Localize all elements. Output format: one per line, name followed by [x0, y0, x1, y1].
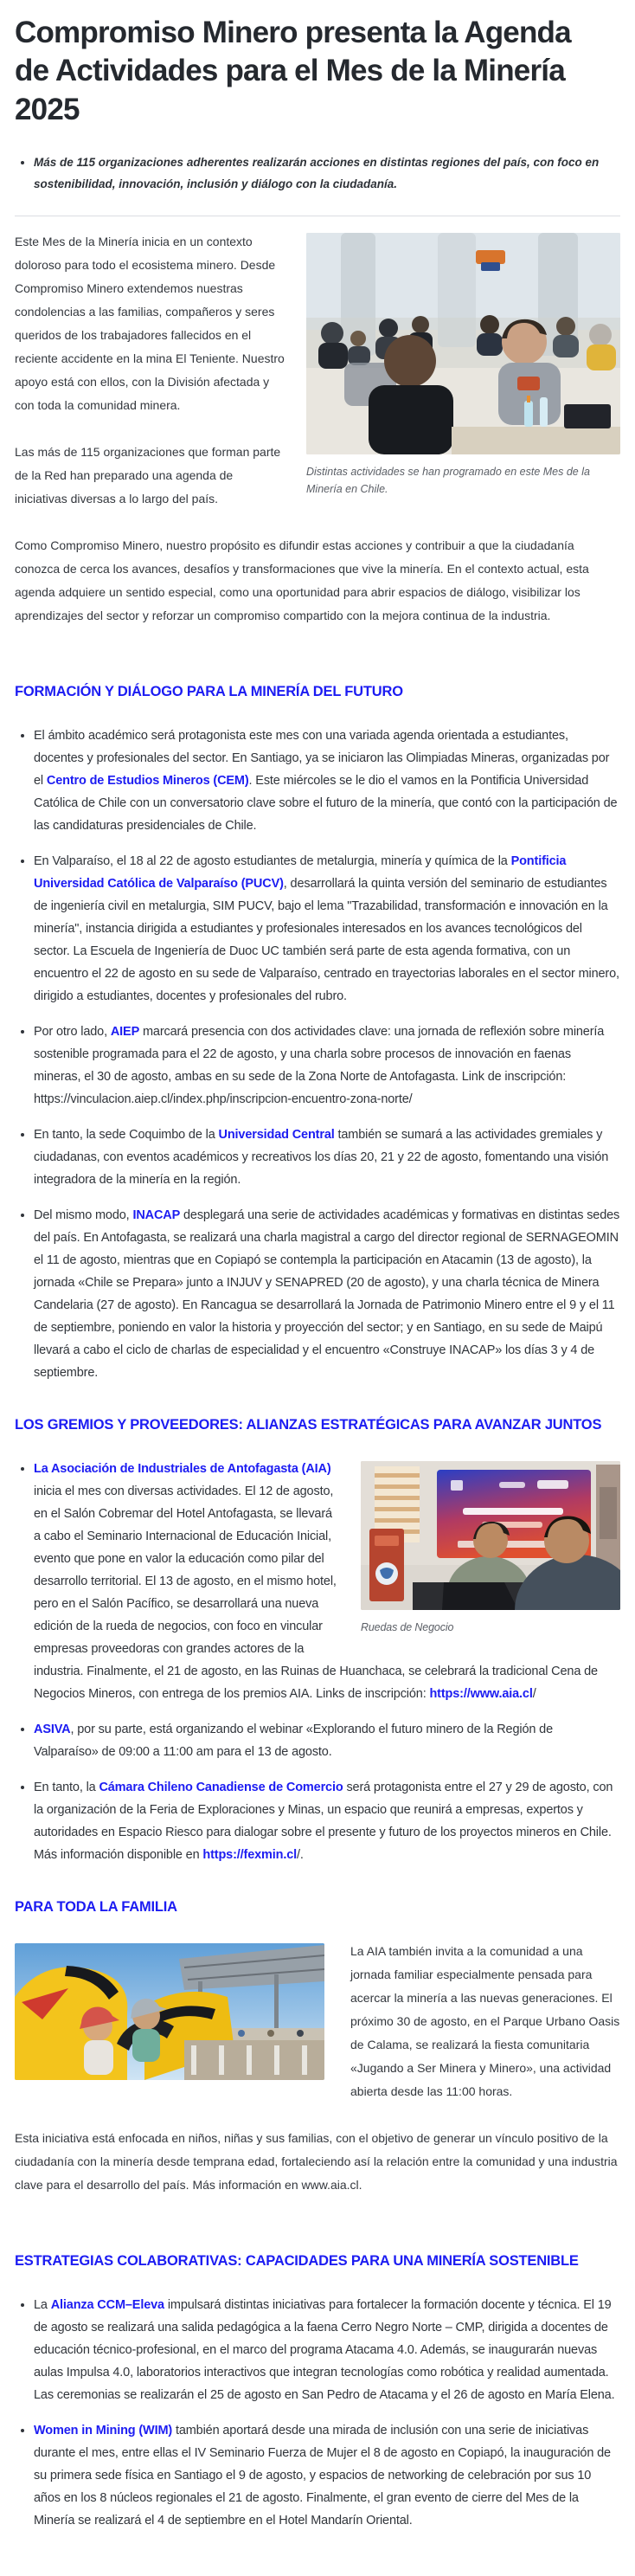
- children-ride-photo: [15, 1943, 324, 2080]
- intro-paragraph-1: Este Mes de la Minería inicia en un contexto doloroso para todo el ecosistema minero. Desde Compromiso Minero extendemos nuestras condolencias a las familias, compañeros y seres queridos de los trabajadores fallecidos en el reciente accidente en la mina El Teniente. Nuestro apoyo está con ellos, con la División afectada y con toda la comunidad minera.: [15, 235, 285, 413]
- section-heading-gremios: LOS GREMIOS Y PROVEEDORES: ALIANZAS ESTRATÉGICAS PARA AVANZAR JUNTOS: [15, 1417, 602, 1433]
- bullet-item: [34, 2419, 620, 2532]
- lead-summary-list: [15, 151, 620, 195]
- inline-link[interactable]: AIEP: [110, 1025, 140, 1040]
- figure-caption: • Ruedas de Negocio: [361, 1621, 454, 1634]
- text-run: será protagonista entre el 27 y 29 de agosto, con la organización de la Feria de Exploraciones y Minas, un espacio que reunirá a empresas, expertos y autoridades en Espacio Riesco para dialogar sobre el presente y futuro de los proyectos mineros en Chile. Más información disponible en: [34, 1781, 613, 1863]
- inline-link[interactable]: Centro de Estudios Mineros (CEM): [46, 774, 249, 789]
- bullet-item: [34, 1776, 620, 1866]
- inline-link[interactable]: Universidad Central: [218, 1128, 335, 1143]
- figure-rueda-negocios: [361, 1461, 620, 1636]
- lead-summary-item: • Más de 115 organizaciones adherentes realizarán acciones en distintas regiones del país, con foco en sostenibilidad, innovación, inclusión y diálogo con la ciudadanía.: [34, 151, 620, 195]
- text-run: La: [34, 2298, 51, 2313]
- section-heading-estrategias: ESTRATEGIAS COLABORATIVAS: CAPACIDADES PARA UNA MINERÍA SOSTENIBLE: [15, 2253, 579, 2270]
- text-run: desplegará una serie de actividades académicas y formativas en distintas sedes del país. En Antofagasta, se realizará una charla magistral a cargo del director regional de SERNAGEOMIN el 11 de agosto, mientras que en Copiapó se contempla la participación en Atacamin (13 de agosto), la jornada «Chile se Prepara» junto a INJUV y SENAPRED (20 de agosto), y una charla técnica de Minera Candelaria (27 de agosto). En Rancagua se desarrollará la Jornada de Patrimonio Minero entre el 9 y el 11 de septiembre, poniendo en valor la historia y proyección del sector; y en Santiago, en su sede de Maipú llevará a cabo el ciclo de charlas de especialidad y el encuentro «Construye INACAP» los días 3 y 4 de septiembre.: [34, 1208, 620, 1381]
- text-run: El ámbito académico será protagonista este mes con una variada agenda orientada a estudiantes, docentes y profesionales del sector. En Santiago, ya se iniciaron las Olimpiadas Mineras, organizadas por el: [34, 729, 610, 789]
- intro-paragraph-2: Las más de 115 organizaciones que forman parte de la Red han preparado una agenda de iniciativas diversas a lo largo del país.: [15, 445, 281, 506]
- figure-event-networking: [306, 233, 620, 498]
- inline-link[interactable]: Women in Mining (WIM): [34, 2424, 173, 2438]
- familia-paragraph-1: La AIA también invita a la comunidad a una jornada familiar especialmente pensada para acercar la minería a las nuevas generaciones. El próximo 30 de agosto, en el Parque Urbano Oasis de Calama, se realizará la fiesta comunitaria «Jugando a Ser Minera y Minero», una actividad abierta desde las 11:00 horas.: [350, 1944, 620, 2099]
- text-run: también se sumará a las actividades gremiales y ciudadanas, con eventos académicos y recreativos los días 20, 21 y 22 de agosto, fomentando una visión integradora de la minería en la región.: [34, 1128, 609, 1188]
- business-meeting-photo: [361, 1461, 620, 1610]
- text-run: impulsará distintas iniciativas para fortalecer la formación docente y técnica. El 19 de agosto se realizará una salida pedagógica a la faena Cerro Negro Norte – CMP, dirigida a docentes de educación técnico-profesional, en el marco del programa Atacama 4.0. Además, se inaugurarán nuevas aulas Impulsa 4.0, laboratorios interactivos que integran tecnologías como robótica y realidad aumentada. Las ceremonias se realizarán el 25 de agosto en San Pedro de Atacama y el 26 de agosto en María Elena.: [34, 2298, 615, 2403]
- text-run: Por otro lado,: [34, 1025, 111, 1040]
- bullet-item: [34, 724, 620, 837]
- section-heading-formacion: FORMACIÓN Y DIÁLOGO PARA LA MINERÍA DEL FUTURO: [15, 684, 403, 700]
- bullet-item: [34, 1458, 620, 1705]
- text-run: , desarrollará la quinta versión del seminario de estudiantes de ingeniería civil en metalurgia, SIM PUCV, bajo el lema "Trazabilidad, transformación e innovación en la minería", instancia dirigida a estudiantes y profesionales interesados en los avances tecnológicos del sector. La Escuela de Ingeniería de Duoc UC también será parte de esta agenda formativa, con un encuentro el 22 de agosto en su sede de Valparaíso, centrado en trayectorias laborales en el sector minero, dirigido a estudiantes, docentes y profesionales del rubro.: [34, 877, 619, 1004]
- bullet-item: [34, 1021, 620, 1111]
- text-run: inicia el mes con diversas actividades. El 12 de agosto, en el Salón Cobremar del Hotel Antofagasta, se llevará a cabo el Seminario Internacional de Educación Inicial, evento que pone en valor la educación como pilar del desarrollo territorial. El 13 de agosto, en el mismo hotel, pero en el Salón Pacífico, se desarrollará una nueva edición de la rueda de negocios, con foco en vincular empresas proveedoras con grandes actores de la industria. Finalmente, el 21 de agosto, en las Ruinas de Huanchaca, se celebrará la tradicional Cena de Negocios Mineros, con entrega de los premios AIA. Links de inscripción:: [34, 1484, 598, 1702]
- networking-event-photo: [306, 233, 620, 454]
- formacion-bullet-list: [15, 724, 620, 1384]
- intro-section: [15, 230, 620, 651]
- figure-caption: Distintas actividades se han programado en este Mes de la Minería en Chile.: [306, 466, 590, 496]
- text-run: . Este miércoles se le dio el vamos en la Pontificia Universidad Católica de Chile con un conversatorio clave sobre el futuro de la minería, que contó con la participación de las candidaturas presidenciales de Chile.: [34, 774, 618, 834]
- text-run: En Valparaíso, el 18 al 22 de agosto estudiantes de metalurgia, minería y química de la: [34, 854, 511, 869]
- estrategias-bullet-list: [15, 2294, 620, 2532]
- gremios-bullet-list: [15, 1458, 620, 1866]
- bullet-item: [34, 1718, 620, 1763]
- bullet-item: [34, 1124, 620, 1191]
- text-run: Del mismo modo,: [34, 1208, 133, 1223]
- inline-link[interactable]: INACAP: [132, 1208, 181, 1223]
- bullet-item: [34, 2294, 620, 2406]
- inline-link[interactable]: Pontificia Universidad Católica de Valparaíso (PUCV): [34, 854, 567, 892]
- text-run: /: [532, 1687, 536, 1702]
- figure-family-day: [15, 1943, 324, 2080]
- inline-link[interactable]: https://fexmin.cl: [202, 1848, 298, 1863]
- text-run: /.: [297, 1848, 304, 1863]
- section-heading-familia: PARA TODA LA FAMILIA: [15, 1899, 177, 1916]
- bullet-item: [34, 1204, 620, 1384]
- text-run: En tanto, la: [34, 1781, 99, 1795]
- inline-link[interactable]: https://www.aia.cl: [429, 1687, 533, 1702]
- bullet-item: [34, 850, 620, 1008]
- text-run: , por su parte, está organizando el webinar «Explorando el futuro minero de la Región de Valparaíso» de 09:00 a 11:00 am para el 13 de agosto.: [34, 1723, 553, 1760]
- text-run: marcará presencia con dos actividades clave: una jornada de reflexión sobre minería sostenible programada para el 22 de agosto, y una charla sobre procesos de innovación en faenas mineras, el 30 de agosto, ambas en su sede de la Zona Norte de Antofagasta. Link de inscripción: https://vinculacion.aiep.cl/index.php/inscripcion-encuentro-zona-norte/: [34, 1025, 605, 1107]
- text-run: En tanto, la sede Coquimbo de la: [34, 1128, 219, 1143]
- intro-paragraph-3: Como Compromiso Minero, nuestro propósito es difundir estas acciones y contribuir a que la ciudadanía conozca de cerca los avances, desafíos y transformaciones que vive la minería. En el contexto actual, esta agenda adquiere un sentido especial, como una oportunidad para abrir espacios de diálogo, visibilizar los aprendizajes del sector y reforzar un compromiso compartido con la mejora continua de la industria.: [15, 538, 589, 623]
- inline-link[interactable]: La Asociación de Industriales de Antofagasta (AIA): [34, 1462, 331, 1477]
- inline-link[interactable]: ASIVA: [34, 1723, 71, 1737]
- text-run: también aportará desde una mirada de inclusión con una serie de iniciativas durante el mes, entre ellas el IV Seminario Fuerza de Mujer el 8 de agosto en Copiapó, la inauguración de su primera sede física en Santiago el 9 de agosto, y espacios de networking de celebración por sus 10 años en los 8 núcleos regionales el 21 de agosto. Finalmente, el gran evento de cierre del Mes de la Minería se realizará el 4 de septiembre en el Hotel Mandarín Oriental.: [34, 2424, 611, 2528]
- inline-link[interactable]: Cámara Chileno Canadiense de Comercio: [99, 1781, 343, 1795]
- page-title: Compromiso Minero presenta la Agenda de Actividades para el Mes de la Minería 2025: [15, 16, 571, 126]
- familia-section: [15, 1940, 620, 2220]
- familia-paragraph-2: Esta iniciativa está enfocada en niños, niñas y sus familias, con el objetivo de generar un vínculo positivo de la ciudadanía con la minería desde temprana edad, fortaleciendo así la relación entre la comunidad y una industria clave para el desarrollo del país. Más información en www.aia.cl.: [15, 2131, 618, 2193]
- inline-link[interactable]: Alianza CCM–Eleva: [50, 2298, 164, 2313]
